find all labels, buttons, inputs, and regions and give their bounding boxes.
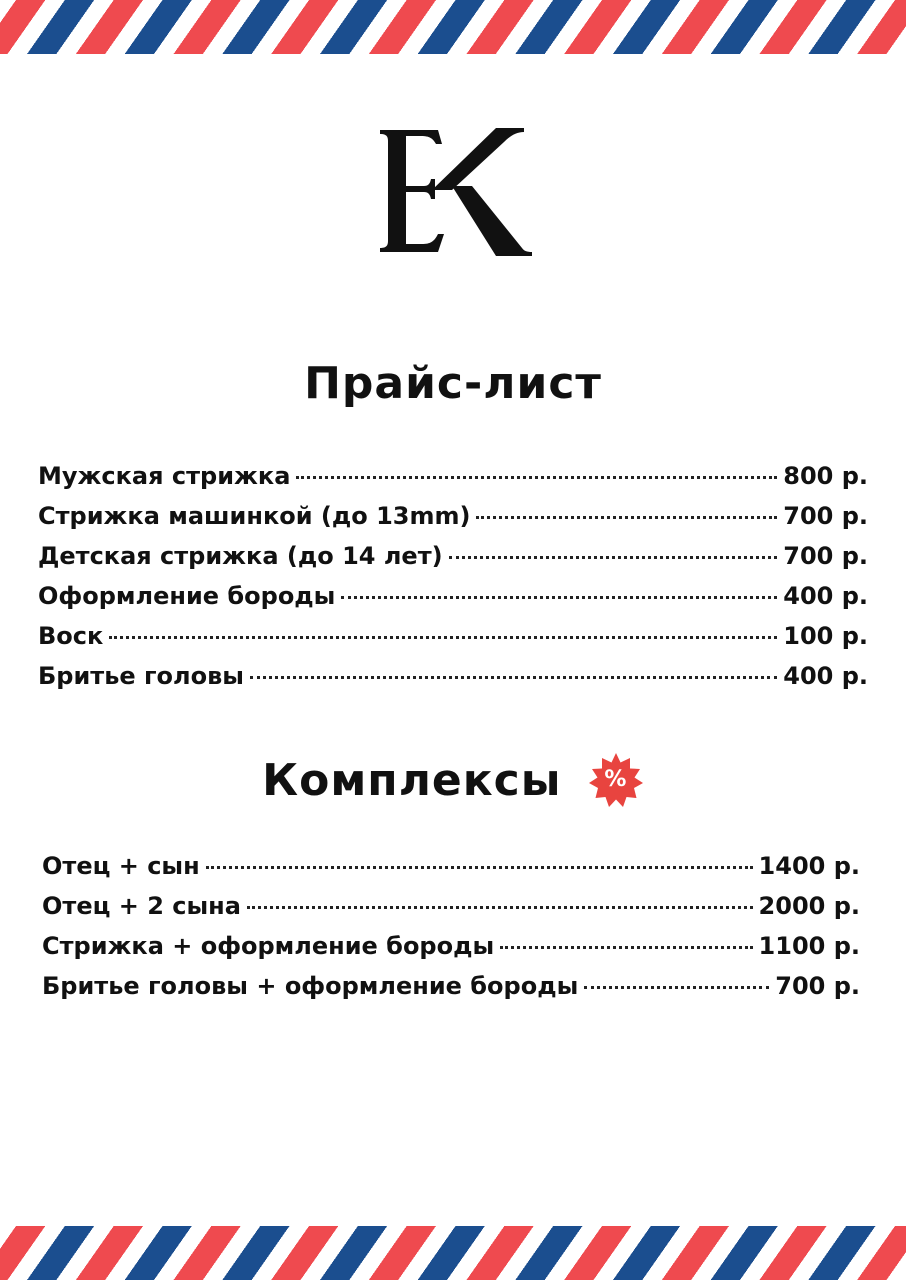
service-price: 700 р. [783,542,868,570]
price-list-title: Прайс-лист [304,358,602,409]
combos-heading [0,752,906,808]
price-row [38,582,868,622]
combo-row [42,892,860,932]
combo-name: Стрижка + оформление бороды [42,932,495,960]
service-name: Воск [38,622,104,650]
service-name: Мужская стрижка [38,462,291,490]
combo-name: Отец + сын [42,852,200,880]
service-price: 100 р. [783,622,868,650]
price-list [38,462,868,702]
combos-title: Комплексы [262,754,562,806]
dot-leader [476,516,777,519]
combo-price: 1100 р. [758,932,860,960]
dot-leader [584,986,769,989]
price-row [38,502,868,542]
ek-monogram-logo [376,124,534,258]
service-price: 400 р. [783,662,868,690]
dot-leader [296,476,777,479]
dot-leader [247,906,753,909]
combo-price: 1400 р. [758,852,860,880]
combo-price: 700 р. [775,972,860,1000]
combo-row [42,932,860,972]
combo-row [42,972,860,1012]
combo-name: Бритье головы + оформление бороды [42,972,579,1000]
combo-name: Отец + 2 сына [42,892,241,920]
price-row [38,662,868,702]
service-price: 400 р. [783,582,868,610]
percent-badge-icon [588,752,644,808]
price-row [38,622,868,662]
price-row [38,542,868,582]
barber-stripe-top [0,0,906,54]
service-price: 700 р. [783,502,868,530]
service-name: Детская стрижка (до 14 лет) [38,542,443,570]
dot-leader [449,556,778,559]
service-name: Бритье головы [38,662,244,690]
price-row [38,462,868,502]
dot-leader [250,676,777,679]
combo-row [42,852,860,892]
service-name: Стрижка машинкой (до 13mm) [38,502,471,530]
combo-price: 2000 р. [758,892,860,920]
dot-leader [341,596,777,599]
combos-list [42,852,860,1012]
percent-sign: % [604,767,628,792]
service-price: 800 р. [783,462,868,490]
service-name: Оформление бороды [38,582,336,610]
barber-stripe-bottom [0,1226,906,1280]
dot-leader [206,866,753,869]
dot-leader [500,946,752,949]
dot-leader [109,636,777,639]
